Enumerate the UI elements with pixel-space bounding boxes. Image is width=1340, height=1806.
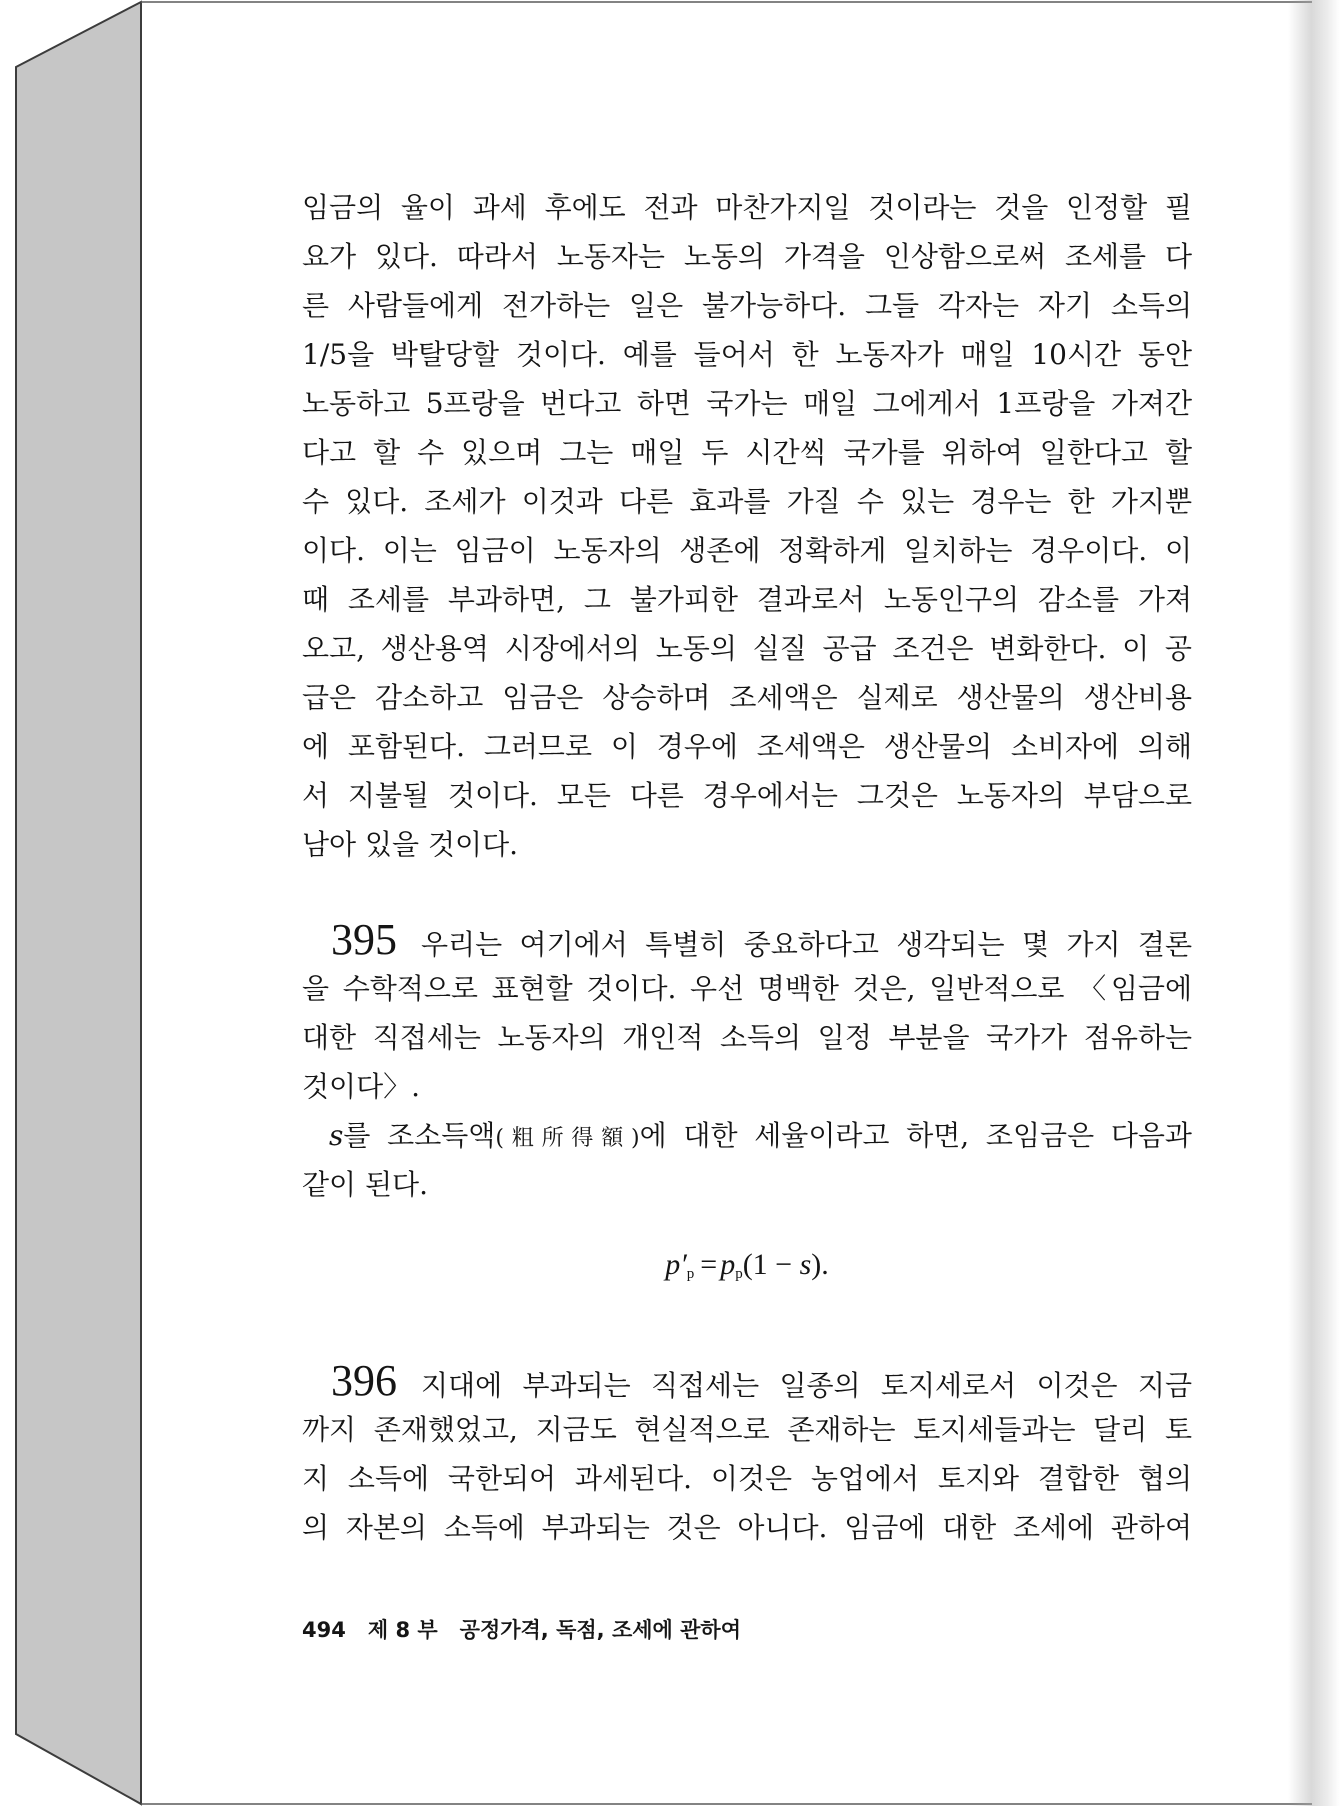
text-line: 지 소득에 국한되어 과세된다. 이것은 농업에서 토지와 결합한 협의 [302,1462,1192,1495]
text-line: 다고 할 수 있으며 그는 매일 두 시간씩 국가를 위하여 일한다고 할 [302,436,1192,469]
formula-rhs-subscript: p [735,1266,743,1282]
formula-equals: = [700,1248,718,1281]
formula-lhs: p′ [665,1248,687,1281]
text-line: 임금의 율이 과세 후에도 전과 마찬가지일 것이라는 것을 인정할 필 [302,191,1192,224]
formula-open: (1 − [742,1248,800,1281]
page-right-shadow [1288,0,1340,1806]
text-line: 까지 존재했었고, 지금도 현실적으로 존재하는 토지세들과는 달리 토 [302,1413,1192,1446]
text-line: 것이다〉. [302,1070,421,1103]
gross-wage-formula [302,1240,1192,1290]
text-line: 에 포함된다. 그러므로 이 경우에 조세액은 생산물의 소비자에 의해 [302,730,1192,763]
text-line: 서 지불될 것이다. 모든 다른 경우에서는 그것은 노동자의 부담으로 [302,779,1192,812]
text-line: 른 사람들에게 전가하는 일은 불가능하다. 그들 각자는 자기 소득의 [302,289,1192,322]
formula-rhs: p [720,1248,736,1281]
text-line: 급은 감소하고 임금은 상승하며 조세액은 실제로 생산물의 생산비용 [302,681,1192,714]
book-spine [16,2,141,1804]
paragraph-continued [302,183,1192,869]
paragraph-number: 395 [331,915,397,964]
definition-text: 를 조소득액 [343,1119,496,1152]
part-label: 제 8 부 [367,1618,438,1642]
text-line: 이다. 이는 임금이 노동자의 생존에 정확하게 일치하는 경우이다. 이 [302,534,1192,567]
text-line: 의 자본의 소득에 부과되는 것은 아니다. 임금에 대한 조세에 관하여 [302,1511,1192,1544]
text-line: 1/5을 박탈당할 것이다. 예를 들어서 한 노동자가 매일 10시간 동안 [302,338,1192,371]
text-line: 같이 된다. [302,1168,428,1201]
formula-variable-s: s [799,1248,812,1281]
formula-close: ). [811,1248,829,1281]
page-footer [302,1612,741,1648]
text-line: 때 조세를 부과하면, 그 불가피한 결과로서 노동인구의 감소를 가져 [302,583,1192,616]
text-line: 오고, 생산용역 시장에서의 노동의 실질 공급 조건은 변화한다. 이 공 [302,632,1192,665]
text-line: 노동하고 5프랑을 번다고 하면 국가는 매일 그에게서 1프랑을 가져간 [302,387,1192,420]
definition-text: 에 대한 세율이라고 하면, 조임금은 다음과 [639,1119,1192,1152]
paragraph-396-first-line [302,1356,1192,1405]
text-line: 요가 있다. 따라서 노동자는 노동의 가격을 인상함으로써 조세를 다 [302,240,1192,273]
paragraph-396 [302,1356,1192,1552]
running-title: 공정가격, 독점, 조세에 관하여 [459,1618,741,1642]
text-line: 지대에 부과되는 직접세는 일종의 토지세로서 이것은 지금 [421,1369,1192,1402]
paragraph-395 [302,915,1192,1209]
hanja-term: (粗所得額) [495,1126,640,1151]
text-line: 남아 있을 것이다. [302,828,519,861]
paragraph-395-first-line [302,915,1192,964]
paragraph-number: 396 [331,1356,397,1405]
formula-lhs-subscript: p [686,1266,695,1282]
page-number: 494 [302,1618,346,1642]
text-line: 수 있다. 조세가 이것과 다른 효과를 가질 수 있는 경우는 한 가지뿐 [302,485,1192,518]
text-line: 대한 직접세는 노동자의 개인적 소득의 일정 부분을 국가가 점유하는 [302,1021,1192,1054]
tax-rate-definition-line [302,1111,1192,1160]
text-line: 을 수학적으로 표현할 것이다. 우선 명백한 것은, 일반적으로 〈임금에 [302,972,1192,1005]
text-line: 우리는 여기에서 특별히 중요하다고 생각되는 몇 가지 결론 [421,928,1192,961]
variable-s: s [329,1119,344,1152]
